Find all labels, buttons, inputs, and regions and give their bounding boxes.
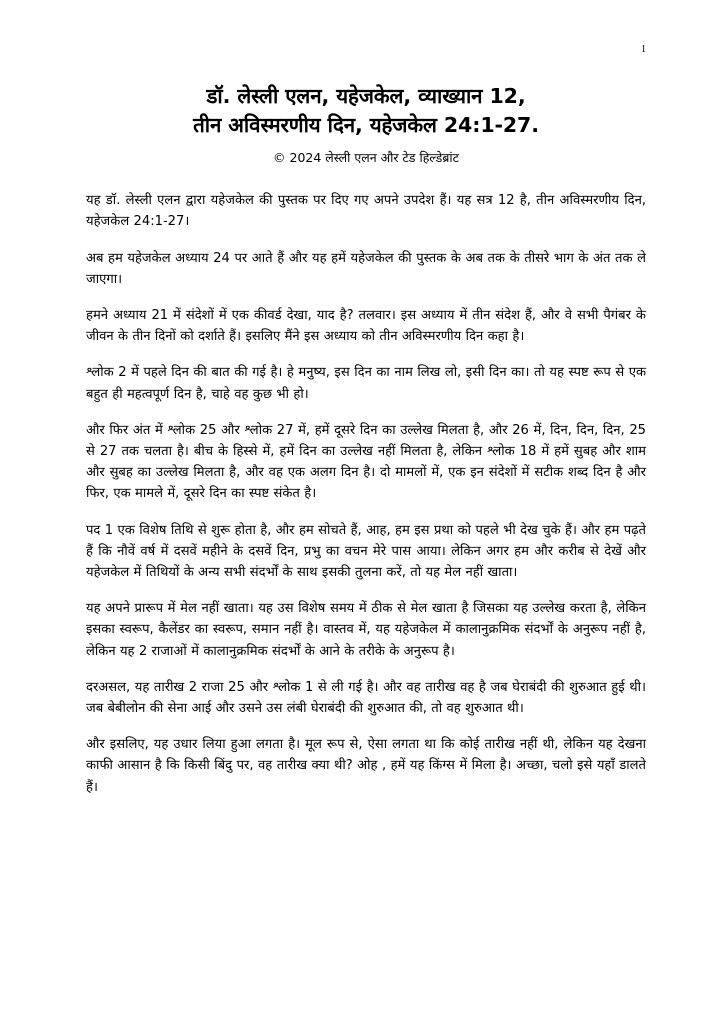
- copyright-notice: © 2024 लेस्ली एलन और टेड हिल्डेब्रांट: [273, 150, 459, 166]
- paragraph: अब हम यहेजकेल अध्याय 24 पर आते हैं और यह हमें यहेजकेल की पुस्तक के अब तक के तीसरे भाग के अंत तक ले जाएगा।: [86, 250, 646, 287]
- paragraph: यह अपने प्रारूप में मेल नहीं खाता। यह उस विशेष समय में ठीक से मेल खाता है जिसका यह उल्लेख करता है, लेकिन इसका स्वरूप, कैलेंडर का स्वरूप, समान नहीं है। वास्तव में, यह यहेजकेल में कालानुक्रमिक संदर्भों के अनुरूप नहीं है, लेकिन यह 2 राजाओं में कालानुक्रमिक संदर्भों के आने के तरीके के अनुरूप है।: [86, 601, 646, 659]
- page-title-line-1: डॉ. लेस्ली एलन, यहेजकेल, व्याख्यान 12,: [206, 84, 526, 108]
- paragraph: और इसलिए, यह उधार लिया हुआ लगता है। मूल रूप से, ऐसा लगता था कि कोई तारीख नहीं थी, लेकिन यह देखना काफी आसान है कि किसी बिंदु पर, वह तारीख क्या थी? ओह , हमें यह किंग्स में मिला है। अच्छा, चलो इसे यहाँ डालते हैं।: [86, 737, 646, 795]
- paragraph: और फिर अंत में श्लोक 25 और श्लोक 27 में, हमें दूसरे दिन का उल्लेख मिलता है, और 26 में, दिन, दिन, दिन, 25 से 27 तक चलता है। बीच के हिस्से में, हमें दिन का उल्लेख नहीं मिलता है, लेकिन श्लोक 18 में हमें सुबह और शाम और सुबह का उल्लेख मिलता है, और वह एक अलग दिन है। दो मामलों में, एक इन संदेशों में सटीक शब्द दिन है और फिर, एक मामले में, दूसरे दिन का स्पष्ट संकेत है।: [86, 422, 646, 502]
- paragraph: पद 1 एक विशेष तिथि से शुरू होता है, और हम सोचते हैं, आह, हम इस प्रथा को पहले भी देख चुके हैं। और हम पढ़ते हैं कि नौवें वर्ष में दसवें महीने के दसवें दिन, प्रभु का वचन मेरे पास आया। लेकिन अगर हम और करीब से देखें और यहेजकेल में तिथियों के अन्य सभी संदर्भों के साथ इसकी तुलना करें, तो यह मेल नहीं खाता।: [86, 522, 646, 581]
- page-number: 1: [641, 44, 646, 55]
- document-title-block: [86, 82, 646, 166]
- document-body: [86, 190, 646, 798]
- page-title-line-2: तीन अविस्मरणीय दिन, यहेजकेल 24:1-27.: [193, 113, 539, 138]
- paragraph: श्लोक 2 में पहले दिन की बात की गई है। हे मनुष्य, इस दिन का नाम लिख लो, इसी दिन का। तो यह स्पष्ट रूप से एक बहुत ही महत्वपूर्ण दिन है, चाहे वह कुछ भी हो।: [86, 365, 646, 402]
- paragraph: दरअसल, यह तारीख 2 राजा 25 और श्लोक 1 से ली गई है। और वह तारीख वह है जब घेराबंदी की शुरुआत हुई थी। जब बेबीलोन की सेना आई और उसने उस लंबी घेराबंदी की शुरुआत की, तो वह शुरुआत थी।: [86, 679, 646, 717]
- paragraph: यह डॉ. लेस्ली एलन द्वारा यहेजकेल की पुस्तक पर दिए गए अपने उपदेश हैं। यह सत्र 12 है, तीन अविस्मरणीय दिन, यहेजकेल 24:1-27।: [86, 193, 646, 230]
- paragraph: हमने अध्याय 21 में संदेशों में एक कीवर्ड देखा, याद है? तलवार। इस अध्याय में तीन संदेश हैं, और वे सभी पैगंबर के जीवन के तीन दिनों को दर्शाते हैं। इसलिए मैंने इस अध्याय को तीन अविस्मरणीय दिन कहा है।: [86, 308, 646, 345]
